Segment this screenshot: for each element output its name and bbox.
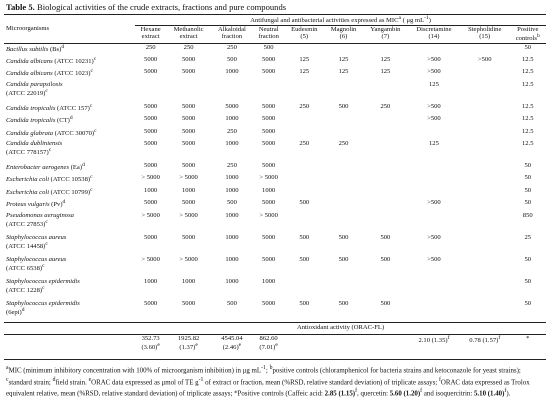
mic-value-cell: 125 bbox=[428, 80, 439, 88]
mic-value-cell: 5000 bbox=[262, 102, 276, 110]
group-header: Antifungal and antibacterial activities expressed as MIC$^a$ ( μg $mL^{-1}$) bbox=[135, 15, 546, 26]
mic-value-cell: 50 bbox=[524, 277, 532, 285]
mic-value-cell: 5000 bbox=[181, 115, 196, 123]
orac-value-cell: 0.78 $(1.57)^f$ bbox=[469, 334, 501, 344]
mic-value-cell: 850 bbox=[522, 211, 533, 219]
column-header: Alkaloidal fraction bbox=[218, 25, 246, 40]
mic-value-cell bbox=[363, 174, 408, 186]
microorganism-cell: Staphylococcus aureus (ATCC 14458)$^c$ bbox=[6, 233, 67, 251]
mic-value-cell bbox=[363, 81, 408, 103]
column-header: Magnolin (6) bbox=[330, 25, 357, 40]
mic-value-cell: >500 bbox=[427, 255, 441, 263]
mic-value-cell: 1000 bbox=[225, 233, 239, 241]
mic-value-cell bbox=[460, 234, 510, 256]
mic-value-cell: 5000 bbox=[181, 68, 196, 76]
table-label: Table 5. bbox=[6, 2, 35, 12]
mic-value-cell bbox=[460, 212, 510, 234]
mic-value-cell bbox=[284, 128, 324, 140]
mic-value-cell: 1000 bbox=[225, 277, 239, 285]
mic-value-cell: 250 bbox=[226, 161, 237, 169]
table-footnotes: $^a$MIC (minimum inhibitory concentration with 100% of microorganism inhibition) in μg $mL^{-1}$; $^b$positive controls (chloramphenicol for bacteria strains and ketoconazole for yeast strains); $^c$standard strain; $^d$field strain. $^e$ORAC data expressed as μmol of TE $g^{-1}$ of extract or fraction, mean (%RSD, relative standard deviation) of triplicate assays; $^f$ORAC data expressed as Trolox equivalent relative, mean (%RSD, relative standard deviation) of triplicate assays; *Positive controls (Caffeic acid: 2.85 $(1.15)^f$, quercetin: 5.60 $(1.20)^f$ and isoquercitrin: 5.10 $(1.40)^f$). bbox=[6, 365, 530, 398]
mic-value-cell bbox=[284, 162, 324, 174]
mic-value-cell: 125 bbox=[380, 55, 391, 63]
mic-value-cell: 5000 bbox=[262, 127, 276, 135]
microorganism-cell: Candida parapsilosis (ATCC 22019)$^c$ bbox=[6, 80, 63, 98]
mic-value-cell: 500 bbox=[380, 255, 391, 263]
orac-value-cell: 352.73 $(3.60)^e$ bbox=[141, 334, 160, 352]
mic-value-cell bbox=[324, 128, 363, 140]
microorganism-cell: Staphylococcus epidermidis (ATCC 1228)$^c$ bbox=[6, 277, 80, 295]
column-header: Eudesmin (5) bbox=[291, 25, 318, 40]
microorganism-cell: Candida tropicalis (CT)$^d$ bbox=[6, 115, 73, 125]
mic-value-cell bbox=[363, 115, 408, 127]
mic-value-cell: 12.5 bbox=[521, 102, 534, 110]
mic-value-cell bbox=[408, 187, 460, 199]
orac-value-cell: * bbox=[526, 334, 530, 342]
mic-value-cell: > 5000 bbox=[259, 174, 278, 182]
table-row bbox=[4, 174, 546, 186]
mic-value-cell bbox=[408, 128, 460, 140]
mic-value-cell: 500 bbox=[226, 299, 237, 307]
mic-value-cell: 125 bbox=[299, 55, 310, 63]
table-row bbox=[4, 162, 546, 174]
mic-value-cell bbox=[324, 43, 363, 56]
mic-value-cell: 500 bbox=[338, 233, 349, 241]
table-row bbox=[4, 187, 546, 199]
orac-row bbox=[4, 334, 546, 359]
mic-value-cell: 500 bbox=[299, 255, 310, 263]
mic-value-cell: > 5000 bbox=[179, 255, 198, 263]
mic-value-cell bbox=[460, 300, 510, 323]
mic-value-cell: 500 bbox=[263, 43, 274, 51]
mic-value-cell: 125 bbox=[338, 55, 349, 63]
mic-value-cell: 125 bbox=[299, 68, 310, 76]
mic-value-cell: 5000 bbox=[181, 233, 196, 241]
column-header: Positive controls$^b$ bbox=[515, 25, 540, 43]
mic-value-cell: 5000 bbox=[262, 161, 276, 169]
mic-value-cell: 500 bbox=[299, 199, 310, 207]
mic-value-cell bbox=[363, 212, 408, 234]
mic-value-cell: >500 bbox=[427, 68, 441, 76]
mic-value-cell: 5000 bbox=[144, 161, 158, 169]
table-row bbox=[4, 56, 546, 68]
mic-value-cell: >500 bbox=[427, 102, 441, 110]
mic-value-cell: 50 bbox=[524, 43, 532, 51]
microorganism-cell: Proteus vulgaris $(Pv)^d$ bbox=[6, 199, 66, 209]
microorganism-cell: Staphylococcus aureus (ATCC 6538)$^c$ bbox=[6, 255, 67, 273]
mic-value-cell: 500 bbox=[226, 55, 237, 63]
column-header: Hexane extract bbox=[140, 25, 161, 40]
mic-value-cell bbox=[460, 68, 510, 80]
mic-value-cell bbox=[460, 162, 510, 174]
mic-value-cell: > 5000 bbox=[259, 211, 278, 219]
mic-value-cell: 500 bbox=[338, 299, 349, 307]
mic-value-cell bbox=[460, 140, 510, 162]
mic-value-cell: 5000 bbox=[262, 299, 276, 307]
microorganism-cell: Pseudomonas aeruginosa (ATCC 27853)$^c$ bbox=[6, 211, 74, 229]
mic-value-cell bbox=[284, 278, 324, 300]
microorganism-cell: Candida albicans (ATCC 10231)$^c$ bbox=[6, 55, 97, 66]
mic-value-cell: 1000 bbox=[181, 277, 196, 285]
orac-value-cell: 862.60 $(7.01)^e$ bbox=[259, 334, 278, 352]
mic-value-cell: 50 bbox=[524, 186, 532, 194]
mic-value-cell: > 5000 bbox=[141, 211, 160, 219]
microorganism-cell: Enterobacter aerogenes $(Ea)^d$ bbox=[6, 161, 85, 172]
mic-value-cell bbox=[363, 162, 408, 174]
mic-value-cell: 5000 bbox=[181, 102, 196, 110]
mic-value-cell: 5000 bbox=[181, 139, 196, 147]
mic-value-cell: 1000 bbox=[225, 68, 239, 76]
microorganism-cell: Candida glabrata (ATCC 30070)$^c$ bbox=[6, 127, 97, 137]
antioxidant-section-row bbox=[4, 322, 546, 334]
mic-value-cell bbox=[363, 187, 408, 199]
column-header: Discretamine (14) bbox=[416, 25, 452, 40]
mic-value-cell: 5000 bbox=[262, 255, 276, 263]
mic-value-cell: > 5000 bbox=[141, 255, 160, 263]
mic-value-cell bbox=[408, 162, 460, 174]
mic-value-cell: 25 bbox=[524, 233, 532, 241]
mic-value-cell: 50 bbox=[524, 255, 532, 263]
mic-value-cell: 125 bbox=[380, 68, 391, 76]
mic-value-cell bbox=[324, 278, 363, 300]
mic-value-cell: >500 bbox=[427, 55, 441, 63]
mic-value-cell bbox=[408, 174, 460, 186]
mic-value-cell bbox=[460, 115, 510, 127]
mic-value-cell: 5000 bbox=[144, 68, 158, 76]
orac-value-cell: 4545.04 $(2.46)^e$ bbox=[221, 334, 243, 352]
table-row bbox=[4, 256, 546, 278]
mic-value-cell bbox=[363, 278, 408, 300]
table-row bbox=[4, 103, 546, 115]
mic-value-cell bbox=[324, 212, 363, 234]
mic-value-cell: 250 bbox=[299, 139, 310, 147]
mic-value-cell: 5000 bbox=[144, 139, 158, 147]
mic-value-cell: 500 bbox=[299, 233, 310, 241]
mic-value-cell: 5000 bbox=[144, 102, 158, 110]
mic-value-cell: 1000 bbox=[225, 255, 239, 263]
orac-value-cell bbox=[284, 334, 324, 359]
mic-value-cell: 125 bbox=[428, 139, 439, 147]
microorganisms-header: Microorganisms bbox=[4, 15, 135, 44]
mic-value-cell: 12.5 bbox=[521, 127, 534, 135]
mic-value-cell: 5000 bbox=[144, 115, 158, 123]
table-row bbox=[4, 115, 546, 127]
mic-value-cell bbox=[166, 81, 211, 103]
mic-value-cell: 5000 bbox=[225, 102, 239, 110]
mic-value-cell: 5000 bbox=[181, 55, 196, 63]
mic-value-cell bbox=[460, 128, 510, 140]
mic-value-cell bbox=[460, 187, 510, 199]
mic-value-cell bbox=[284, 174, 324, 186]
table-row bbox=[4, 278, 546, 300]
mic-value-cell: 5000 bbox=[262, 55, 276, 63]
column-header: Stepholidine (15) bbox=[468, 25, 502, 40]
mic-value-cell bbox=[460, 103, 510, 115]
antioxidant-title: Antioxidant activity (ORAC-FL) bbox=[296, 324, 385, 332]
mic-value-cell bbox=[363, 128, 408, 140]
mic-value-cell bbox=[460, 199, 510, 211]
mic-value-cell: > 5000 bbox=[179, 211, 198, 219]
mic-value-cell: 5000 bbox=[262, 139, 276, 147]
mic-value-cell: 1000 bbox=[225, 115, 239, 123]
mic-value-cell: 5000 bbox=[262, 115, 276, 123]
mic-value-cell bbox=[460, 174, 510, 186]
mic-value-cell bbox=[460, 256, 510, 278]
mic-value-cell: 12.5 bbox=[521, 80, 534, 88]
mic-value-cell: 5000 bbox=[144, 199, 158, 207]
mic-value-cell: 1000 bbox=[181, 186, 196, 194]
orac-value-cell bbox=[363, 334, 408, 359]
column-header: Neutral fraction bbox=[258, 25, 279, 40]
mic-value-cell: 5000 bbox=[181, 161, 196, 169]
mic-value-cell bbox=[408, 300, 460, 323]
orac-value-cell: 2.10 $(1.35)^f$ bbox=[418, 334, 450, 344]
mic-value-cell bbox=[211, 81, 253, 103]
orac-value-cell bbox=[324, 334, 363, 359]
microorganism-cell: Staphylococcus epidermidis $(6epi)^d$ bbox=[6, 299, 80, 317]
mic-value-cell: 250 bbox=[299, 102, 310, 110]
mic-value-cell: 5000 bbox=[262, 233, 276, 241]
mic-value-cell: 5000 bbox=[144, 127, 158, 135]
microorganism-cell: Escherichia coli (ATCC 10538)$^c$ bbox=[6, 174, 93, 184]
table-row bbox=[4, 140, 546, 162]
mic-value-cell bbox=[284, 212, 324, 234]
mic-value-cell bbox=[408, 278, 460, 300]
mic-value-cell: 250 bbox=[145, 43, 156, 51]
mic-value-cell: 1000 bbox=[225, 174, 239, 182]
mic-value-cell: >500 bbox=[427, 199, 441, 207]
mic-value-cell: >500 bbox=[427, 233, 441, 241]
mic-value-cell: 5000 bbox=[262, 68, 276, 76]
mic-value-cell: 5000 bbox=[144, 299, 158, 307]
mic-value-cell bbox=[135, 81, 166, 103]
mic-value-cell: 500 bbox=[226, 199, 237, 207]
mic-value-cell: > 5000 bbox=[141, 174, 160, 182]
mic-value-cell: >500 bbox=[427, 115, 441, 123]
mic-value-cell bbox=[363, 140, 408, 162]
mic-value-cell: 500 bbox=[299, 299, 310, 307]
table-row bbox=[4, 199, 546, 211]
table-row bbox=[4, 81, 546, 103]
table-row bbox=[4, 43, 546, 56]
mic-value-cell: 1000 bbox=[225, 186, 239, 194]
mic-value-cell: 12.5 bbox=[521, 115, 534, 123]
mic-value-cell: 1000 bbox=[144, 186, 158, 194]
mic-value-cell: 125 bbox=[338, 68, 349, 76]
mic-value-cell bbox=[284, 187, 324, 199]
mic-value-cell bbox=[324, 187, 363, 199]
mic-value-cell: 250 bbox=[380, 102, 391, 110]
microorganism-cell: Candida dubliniensis (ATCC 778157)$^c$ bbox=[6, 139, 63, 157]
microorganism-cell: Candida tropicalis (ATCC 157)$^c$ bbox=[6, 102, 93, 112]
mic-value-cell bbox=[324, 199, 363, 211]
table-title: Biological activities of the crude extracts, fractions and pure compounds bbox=[36, 2, 287, 12]
mic-value-cell: > 5000 bbox=[179, 174, 198, 182]
mic-value-cell: 5000 bbox=[262, 199, 276, 207]
mic-value-cell: 50 bbox=[524, 161, 532, 169]
biological-activities-table bbox=[4, 14, 546, 360]
mic-value-cell: >500 bbox=[477, 55, 492, 63]
mic-value-cell: 500 bbox=[338, 255, 349, 263]
orac-value-cell: 1925.82 $(1.37)^e$ bbox=[177, 334, 200, 352]
microorganism-cell: Candida albicans (ATCC 1023)$^c$ bbox=[6, 68, 93, 78]
table-row bbox=[4, 128, 546, 140]
mic-value-cell bbox=[284, 115, 324, 127]
mic-value-cell: 5000 bbox=[181, 199, 196, 207]
mic-value-cell bbox=[253, 81, 285, 103]
microorganism-cell: Bacillus subtilis $(Bs)^d$ bbox=[6, 43, 65, 53]
mic-value-cell: 1000 bbox=[262, 277, 276, 285]
mic-value-cell: 12.5 bbox=[521, 139, 534, 147]
microorganism-cell: Escherichia coli (ATCC 10799)$^c$ bbox=[6, 186, 93, 196]
mic-value-cell: 12.5 bbox=[521, 68, 534, 76]
column-header: Methanolic extract bbox=[173, 25, 204, 40]
mic-value-cell bbox=[460, 278, 510, 300]
mic-value-cell: 1000 bbox=[225, 211, 239, 219]
mic-value-cell: 50 bbox=[524, 174, 532, 182]
mic-value-cell: 250 bbox=[226, 43, 237, 51]
mic-value-cell bbox=[363, 43, 408, 56]
mic-value-cell: 50 bbox=[524, 299, 532, 307]
mic-value-cell: 500 bbox=[380, 233, 391, 241]
mic-value-cell bbox=[460, 81, 510, 103]
mic-value-cell: 50 bbox=[524, 199, 532, 207]
table-row bbox=[4, 234, 546, 256]
mic-value-cell: 250 bbox=[338, 139, 349, 147]
table-row bbox=[4, 300, 546, 323]
mic-value-cell bbox=[324, 81, 363, 103]
mic-value-cell bbox=[363, 199, 408, 211]
mic-value-cell: 5000 bbox=[144, 233, 158, 241]
mic-value-cell bbox=[284, 81, 324, 103]
mic-value-cell: 250 bbox=[226, 127, 237, 135]
mic-value-cell bbox=[408, 212, 460, 234]
table-caption bbox=[6, 2, 286, 12]
mic-value-cell: 1000 bbox=[144, 277, 158, 285]
mic-value-cell: 5000 bbox=[181, 299, 196, 307]
mic-value-cell bbox=[324, 115, 363, 127]
mic-value-cell bbox=[460, 43, 510, 56]
table-row bbox=[4, 212, 546, 234]
mic-value-cell bbox=[324, 162, 363, 174]
mic-value-cell: 12.5 bbox=[521, 55, 534, 63]
mic-value-cell: 1000 bbox=[225, 139, 239, 147]
mic-value-cell: 500 bbox=[338, 102, 349, 110]
mic-value-cell bbox=[408, 43, 460, 56]
mic-value-cell: 5000 bbox=[181, 127, 196, 135]
mic-value-cell bbox=[284, 43, 324, 56]
mic-value-cell: 500 bbox=[380, 299, 391, 307]
mic-value-cell: 250 bbox=[183, 43, 194, 51]
mic-value-cell bbox=[324, 174, 363, 186]
column-header: Yangambin (7) bbox=[370, 25, 401, 40]
mic-value-cell: 1000 bbox=[262, 186, 276, 194]
mic-value-cell: 5000 bbox=[144, 55, 158, 63]
table-row bbox=[4, 68, 546, 80]
